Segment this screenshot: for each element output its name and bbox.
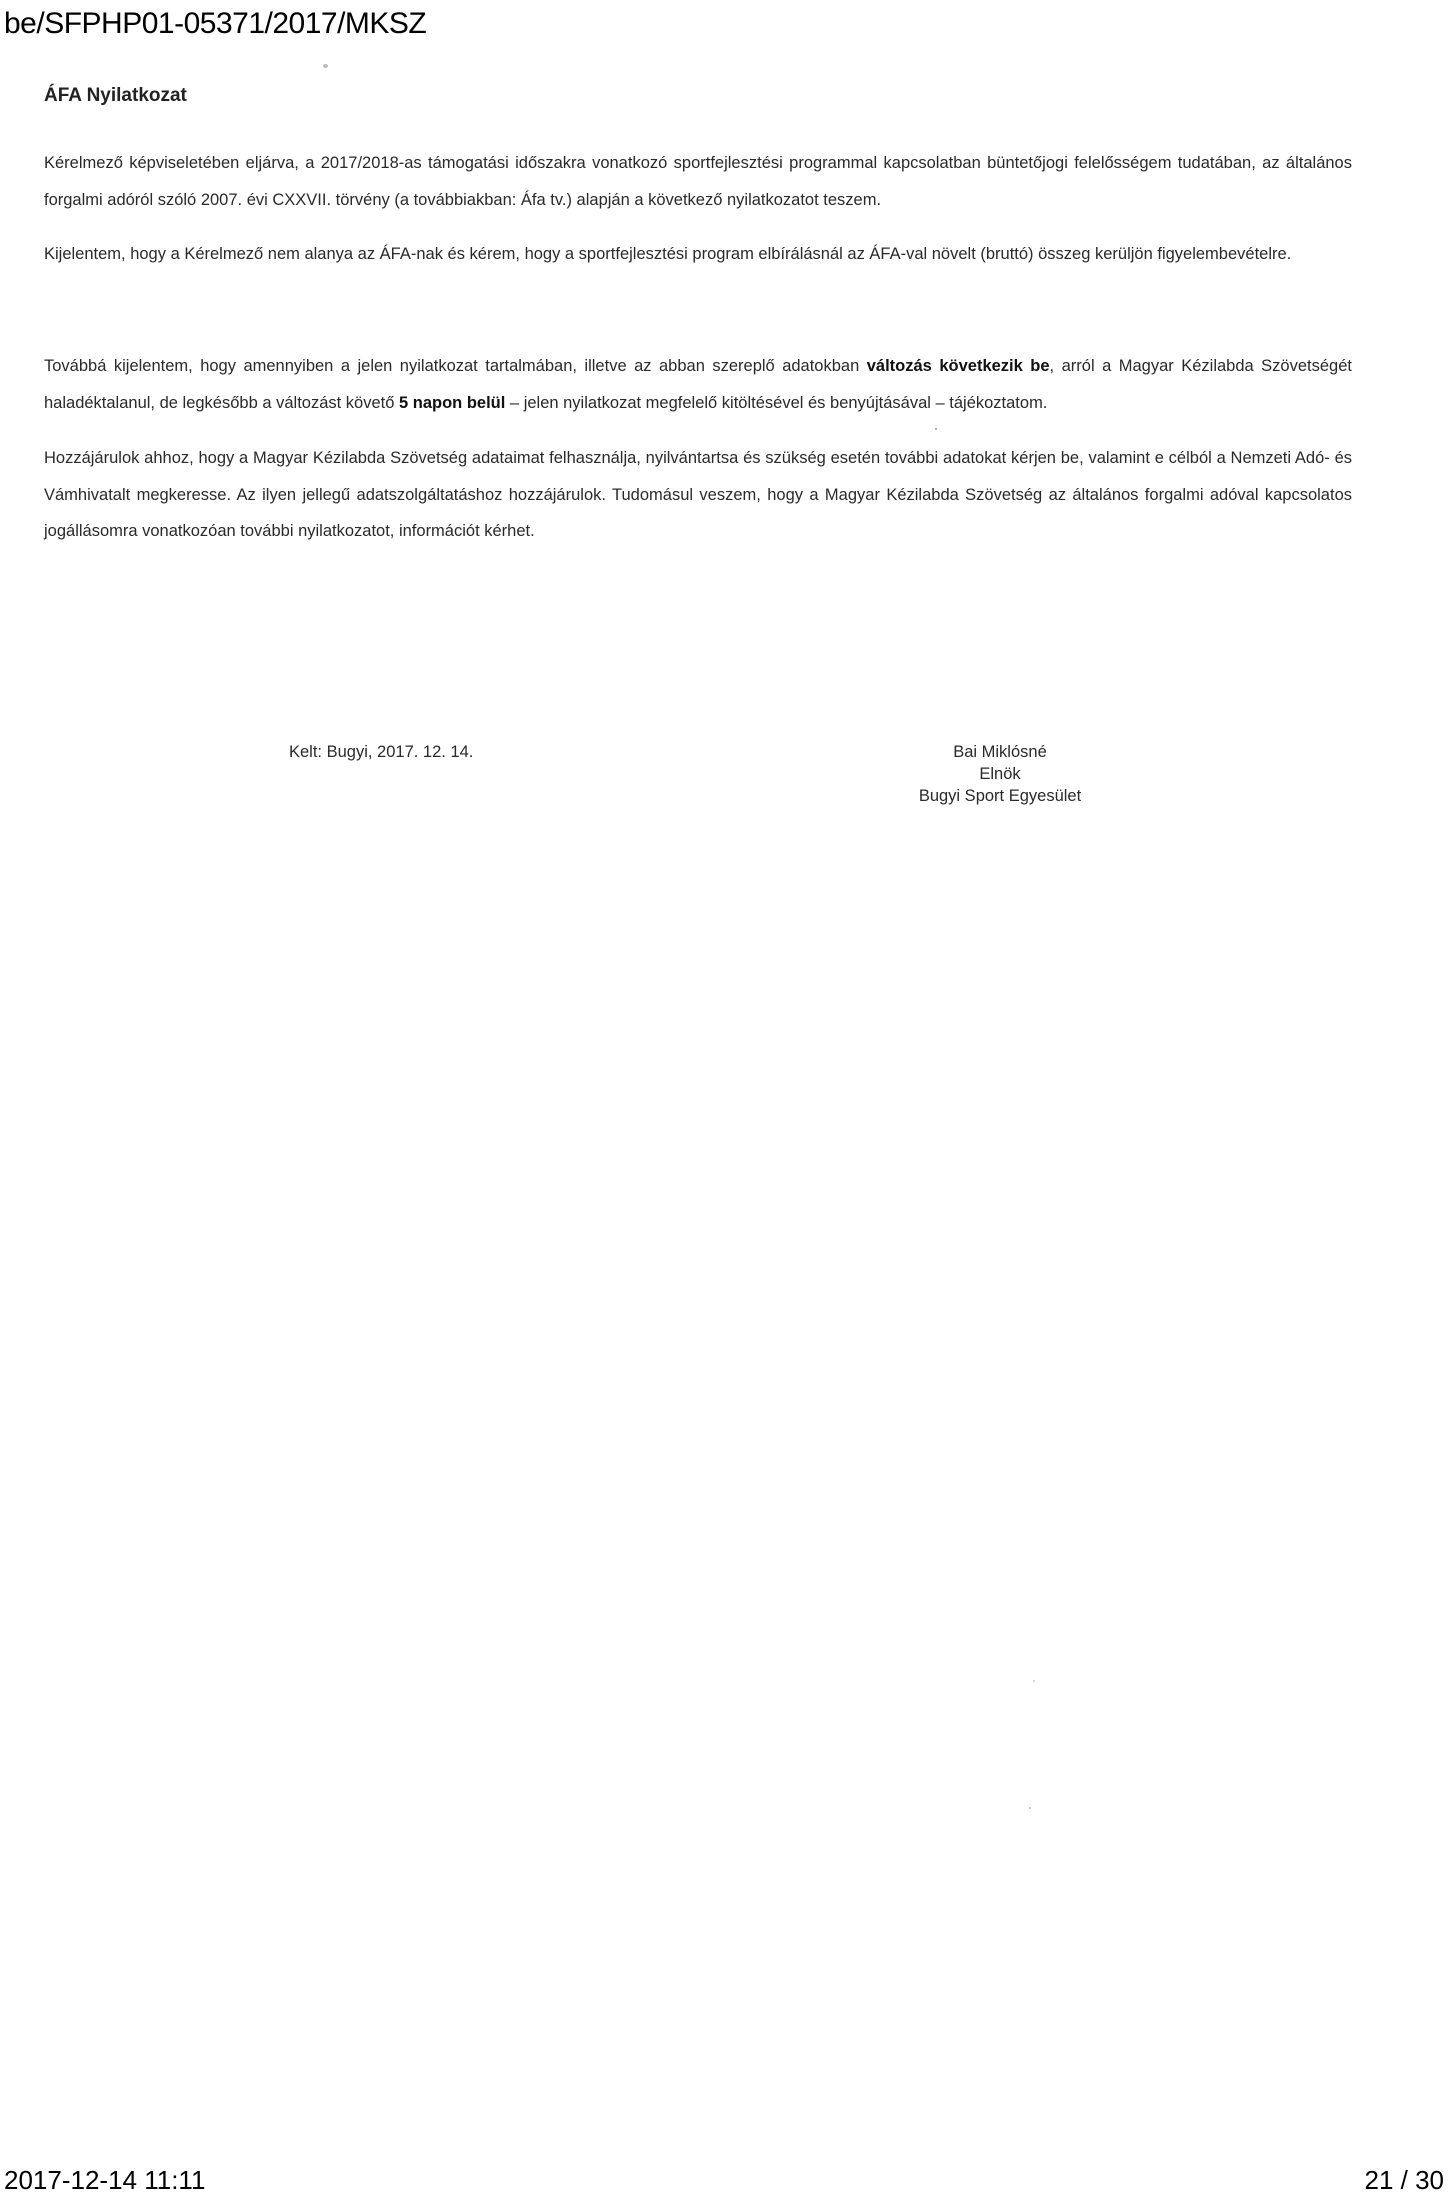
paragraph-data-consent: Hozzájárulok ahhoz, hogy a Magyar Kézilabda Szövetség adataimat felhasználja, nyilvántartsa és szükség esetén további adatokat kérjen be, valamint e célból a Nemzeti Adó- és Vámhivatalt megkeresse. Az ilyen jellegű adatszolgáltatáshoz hozzájárulok. Tudomásul veszem, hogy a Magyar Kézilabda Szövetség az általános forgalmi adóval kapcsolatos jogállásomra vonatkozóan további nyilatkozatot, információt kérhet. bbox=[44, 449, 1352, 540]
paragraph-declaration-intro: Kérelmező képviseletében eljárva, a 2017/2018-as támogatási időszakra vonatkozó sportfejlesztési programmal kapcsolatban büntetőjogi felelősségem tudatában, az általános forgalmi adóról szóló 2007. évi CXXVII. törvény (a továbbiakban: Áfa tv.) alapján a következő nyilatkozatot teszem. bbox=[44, 154, 1352, 209]
signatory-name: Bai Miklósné bbox=[953, 743, 1047, 761]
scan-speck bbox=[1033, 1680, 1035, 1682]
signatory-organization: Bugyi Sport Egyesület bbox=[918, 787, 1082, 805]
page-number: 21 / 30 bbox=[1364, 2165, 1444, 2195]
fax-timestamp: 2017-12-14 11:11 bbox=[4, 2165, 206, 2195]
place-and-date: Kelt: Bugyi, 2017. 12. 14. bbox=[289, 743, 474, 761]
bold-text: változás következik be bbox=[866, 357, 1050, 375]
page-title: ÁFA Nyilatkozat bbox=[44, 85, 187, 106]
scan-speck bbox=[1029, 1807, 1031, 1809]
paragraph-text: – jelen nyilatkozat megfelelő kitöltésével és benyújtásával – tájékoztatom. bbox=[505, 393, 1048, 412]
paragraph-change-notification bbox=[44, 348, 1352, 421]
bold-text: 5 napon belül bbox=[399, 393, 506, 412]
signatory-role: Elnök bbox=[979, 765, 1021, 783]
paragraph-text: , arról a Magyar Kézilabda Szövetségét haladéktalanul, de legkésőbb a változást követő bbox=[44, 357, 1352, 412]
paragraph-text: Továbbá kijelentem, hogy amennyiben a jelen nyilatkozat tartalmában, illetve az abban szereplő adatokban bbox=[44, 357, 867, 375]
paragraph-vat-status: Kijelentem, hogy a Kérelmező nem alanya az ÁFA-nak és kérem, hogy a sportfejlesztési program elbírálásnál az ÁFA-val növelt (bruttó) összeg kerüljön figyelembevételre. bbox=[44, 245, 1292, 263]
document-id: be/SFPHP01-05371/2017/MKSZ bbox=[4, 7, 427, 40]
scan-speck bbox=[935, 428, 937, 430]
signature-block bbox=[840, 741, 1160, 807]
scan-speck bbox=[323, 64, 328, 68]
